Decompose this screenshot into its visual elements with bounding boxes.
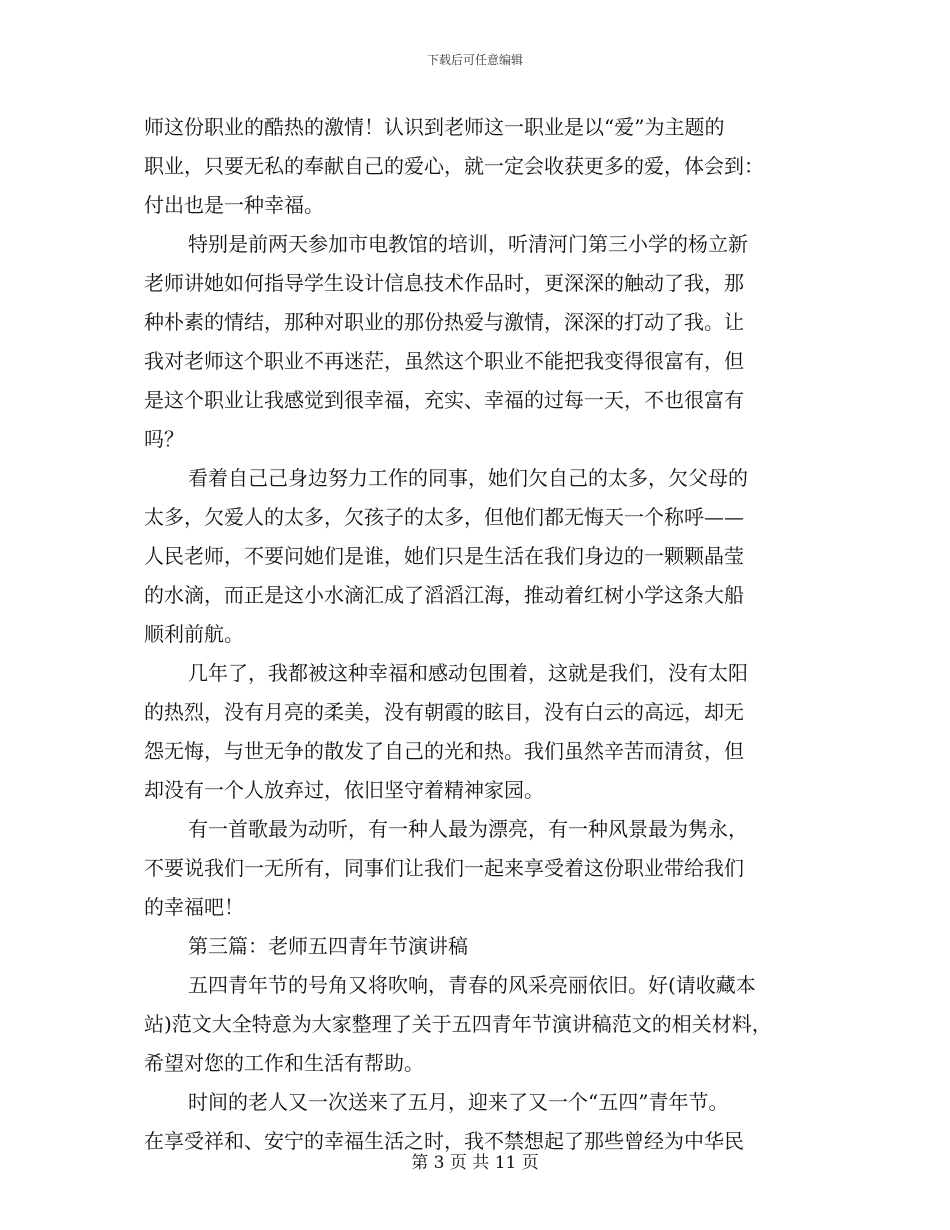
paragraph-first-line: 有一首歌最为动听，有一种人最为漂亮，有一种风景最为隽永， — [188, 817, 748, 841]
document-body — [144, 108, 806, 1161]
text-line: 职业，只要无私的奉献自己的爱心，就一定会收获更多的爱，体会到： — [144, 154, 764, 178]
text-line: 是这个职业让我感觉到很幸福，充实、幸福的过每一天，不也很富有 — [144, 388, 744, 412]
text-line: 顺利前航。 — [144, 622, 244, 646]
text-line: 在享受祥和、安宁的幸福生活之时，我不禁想起了那些曾经为中华民 — [144, 1129, 744, 1153]
paragraph-first-line: 五四青年节的号角又将吹响，青春的风采亮丽依旧。好(请收藏本 — [188, 973, 756, 997]
page-header-note: 下载后可任意编辑 — [426, 53, 523, 67]
paragraph-first-line: 特别是前两天参加市电教馆的培训，听清河门第三小学的杨立新 — [188, 232, 748, 256]
text-line: 希望对您的工作和生活有帮助。 — [144, 1051, 424, 1075]
text-line: 的水滴，而正是这小水滴汇成了滔滔江海，推动着红树小学这条大船 — [144, 583, 744, 607]
text-line: 站)范文大全特意为大家整理了关于五四青年节演讲稿范文的相关材料， — [144, 1012, 772, 1036]
paragraph-first-line: 看着自己己身边努力工作的同事，她们欠自己的太多，欠父母的 — [188, 466, 748, 490]
text-line: 的幸福吧！ — [144, 895, 244, 919]
text-line: 付出也是一种幸福。 — [144, 193, 324, 217]
text-line: 种朴素的情结，那种对职业的那份热爱与激情，深深的打动了我。让 — [144, 310, 744, 334]
text-line: 怨无悔，与世无争的散发了自己的光和热。我们虽然辛苦而清贫，但 — [144, 739, 744, 763]
text-line: 的热烈，没有月亮的柔美，没有朝霞的眩目，没有白云的高远，却无 — [144, 700, 744, 724]
text-line: 太多，欠爱人的太多，欠孩子的太多，但他们都无悔天一个称呼—— — [144, 505, 744, 529]
text-line: 却没有一个人放弃过，依旧坚守着精神家园。 — [144, 778, 544, 802]
text-line: 不要说我们一无所有，同事们让我们一起来享受着这份职业带给我们 — [144, 856, 744, 880]
paragraph-first-line: 几年了，我都被这种幸福和感动包围着，这就是我们，没有太阳 — [188, 661, 748, 685]
paragraph-first-line: 时间的老人又一次送来了五月，迎来了又一个“五四”青年节。 — [188, 1090, 729, 1114]
text-line: 老师讲她如何指导学生设计信息技术作品时，更深深的触动了我，那 — [144, 271, 744, 295]
text-line: 人民老师，不要问她们是谁，她们只是生活在我们身边的一颗颗晶莹 — [144, 544, 744, 568]
text-line: 师这份职业的酷热的激情！认识到老师这一职业是以“爱”为主题的 — [144, 115, 725, 139]
section-heading: 第三篇：老师五四青年节演讲稿 — [188, 934, 468, 958]
text-line: 我对老师这个职业不再迷茫，虽然这个职业不能把我变得很富有，但 — [144, 349, 744, 373]
text-line: 吗？ — [144, 427, 184, 451]
page-number: 第 3 页 共 11 页 — [411, 1153, 539, 1173]
